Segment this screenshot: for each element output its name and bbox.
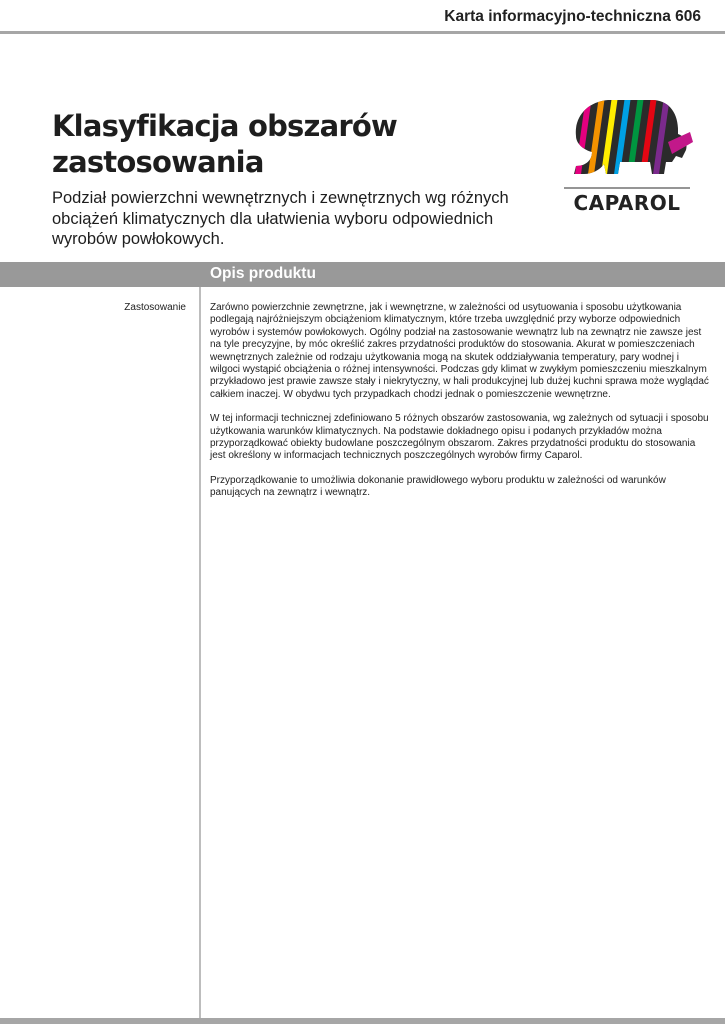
section-header-bar	[0, 262, 725, 287]
body-paragraph: Zarówno powierzchnie zewnętrzne, jak i wewnętrzne, w zależności od usytuowania i sposobu użytkowania podlegają najróżniejszym obciążeniom klimatycznym, które trzeba uwzględnić przy wyborze odpowiednich wyrobów i systemów powłokowych. Ogólny podział na zastosowanie wewnątrz lub na zewnątrz nie zawsze jest na tyle precyzyjne, by móc określić zakres przydatności produktów do stosowania. Akurat w pomieszczeniach wewnętrznych zależnie od rodzaju użytkowania mogą na skutek oddziaływania temperatury, pary wodnej i wilgoci wystąpić obciążenia o różnej intensywności. Podczas gdy klimat w zwykłym pomieszczeniu mieszkalnym przykładowo jest prawie zawsze stały i niekrytyczny, w hali produkcyjnej lub dużej kuchni sprawa może wyglądać całkiem inaczej. W obydwu tych przypadkach chodzi jednak o pomieszczenie wewnętrzne.	[210, 302, 709, 400]
logo-brand-text: CAPAROL	[573, 191, 681, 215]
page-title-line-2: zastosowania	[52, 145, 264, 179]
page-title-line-1: Klasyfikacja obszarów	[52, 109, 397, 143]
description-body	[210, 302, 710, 512]
header-rule	[0, 31, 725, 34]
elephant-logo-icon	[560, 96, 694, 218]
caparol-logo	[560, 96, 694, 218]
row-label-zastosowanie: Zastosowanie	[124, 302, 186, 313]
body-paragraph: Przyporządkowanie to umożliwia dokonanie prawidłowego wyboru produktu w zależności od warunków panujących na zewnątrz i wewnątrz.	[210, 474, 666, 499]
section-title: Opis produktu	[210, 265, 316, 282]
footer-rule	[0, 1018, 725, 1024]
body-paragraph: W tej informacji technicznej zdefiniowano 5 różnych obszarów zastosowania, wg zależnych od sytuacji i sposobu użytkowania warunków klimatycznych. Na podstawie dokładnego opisu i podanych przykładów można przyporządkować obiekty budowlane poszczególnym obszarom. Zakres przydatności produktu do stosowania jest określony w informacjach technicznych poszczególnych wyrobów firmy Caparol.	[210, 413, 709, 462]
page-title	[52, 108, 522, 180]
column-divider	[199, 287, 201, 1019]
document-header-title: Karta informacyjno-techniczna 606	[444, 8, 701, 25]
page-subtitle: Podział powierzchni wewnętrznych i zewnętrznych wg różnych obciążeń klimatycznych dla ułatwienia wyboru odpowiednich wyrobów powłokowych.	[52, 189, 509, 248]
